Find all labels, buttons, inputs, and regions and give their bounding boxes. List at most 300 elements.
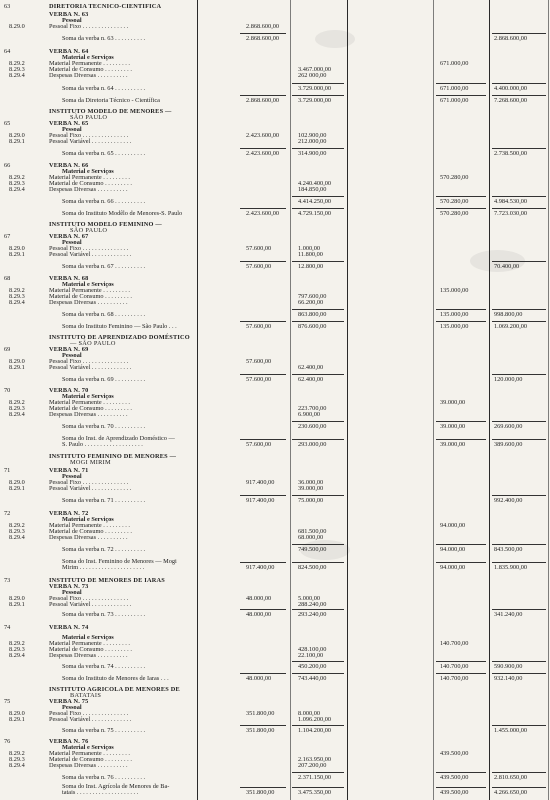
total-value: 7.268.600,00	[494, 97, 528, 104]
verba-code: 69	[4, 346, 11, 353]
material-value: 1.000,00	[298, 245, 321, 252]
total-value: 2.738.500,00	[494, 150, 528, 157]
sum-rule	[292, 439, 344, 440]
material-value: 6.900,00	[298, 411, 321, 418]
total-value: 590.900,00	[494, 663, 523, 670]
item-code: 8.29.1	[9, 485, 25, 492]
permanente-value: 39.000,00	[440, 399, 466, 406]
sum-rule	[492, 544, 546, 545]
total-value: 998.800,00	[494, 311, 523, 318]
sum-rule	[292, 309, 344, 310]
row-description: INSTITUTO DE APRENDIZADO DOMÉSTICO	[49, 334, 190, 341]
sum-rule	[240, 95, 286, 96]
pessoal-value: 57.600,00	[246, 263, 272, 270]
row-description: Soma da verba n. 74 . . . . . . . . . .	[62, 663, 146, 670]
row-description: Pessoal	[62, 473, 82, 480]
material-value: 681.500,00	[298, 528, 327, 535]
row-description: Soma da Diretoria Técnico - Científica	[62, 97, 160, 104]
material-value: 288.240,00	[298, 601, 327, 608]
sum-rule	[292, 673, 344, 674]
permanente-value: 39.000,00	[440, 441, 466, 448]
sum-rule	[492, 374, 546, 375]
total-value: 70.400,00	[494, 263, 520, 270]
row-description: Pessoal Variável . . . . . . . . . . . . .	[49, 601, 132, 608]
verba-code: 76	[4, 738, 11, 745]
sum-rule	[436, 83, 486, 84]
material-value: 22.100,00	[298, 652, 324, 659]
pessoal-value: 48.000,00	[246, 595, 272, 602]
sum-rule	[492, 661, 546, 662]
pessoal-value: 2.868.600,00	[246, 35, 280, 42]
permanente-value: 39.000,00	[440, 423, 466, 430]
material-value: 39.000,00	[298, 485, 324, 492]
material-value: 62.400,00	[298, 364, 324, 371]
row-description: S. Paulo . . . . . . . . . . . . . . . . . . .	[62, 441, 143, 448]
total-value: 2.810.650,00	[494, 774, 528, 781]
row-description: INSTITUTO DE MENORES DE IARAS	[49, 577, 165, 584]
sum-rule	[292, 208, 344, 209]
material-value: 3.467.000,00	[298, 66, 332, 73]
row-description: Mirim . . . . . . . . . . . . . . . . . . . . .	[62, 564, 145, 571]
material-value: 262 000,00	[298, 72, 327, 79]
verba-code: 64	[4, 48, 11, 55]
permanente-value: 135.000,00	[440, 323, 469, 330]
sum-rule	[292, 787, 344, 788]
table-row	[0, 484, 550, 494]
row-description: Soma do Inst. Agrícola de Menores de Ba-	[62, 783, 170, 790]
sum-rule	[436, 196, 486, 197]
row-description: Pessoal	[62, 239, 82, 246]
item-code: 8.29.4	[9, 299, 25, 306]
item-code: 8.29.0	[9, 710, 25, 717]
sum-rule	[436, 787, 486, 788]
sum-rule	[292, 544, 344, 545]
sum-rule	[240, 33, 286, 34]
row-description: VERBA N. 75	[49, 698, 89, 705]
sum-rule	[240, 208, 286, 209]
row-description: Soma da verba n. 70 . . . . . . . . . .	[62, 423, 146, 430]
sum-rule	[292, 562, 344, 563]
pessoal-value: 57.600,00	[246, 441, 272, 448]
material-value: 212.000,00	[298, 138, 327, 145]
row-description: Material de Consumo . . . . . . . . .	[49, 646, 132, 653]
material-value: 4.414.250,00	[298, 198, 332, 205]
row-description: Material de Consumo . . . . . . . . .	[49, 528, 132, 535]
material-value: 8.000,00	[298, 710, 321, 717]
verba-code: 65	[4, 120, 11, 127]
item-code: 8.29.1	[9, 364, 25, 371]
sum-rule	[240, 261, 286, 262]
pessoal-value: 917.400,00	[246, 479, 275, 486]
item-code: 8.29.1	[9, 716, 25, 723]
item-code: 8.29.4	[9, 186, 25, 193]
table-row	[0, 651, 550, 661]
pessoal-value: 351.800,00	[246, 727, 275, 734]
row-description: Soma da verba n. 66 . . . . . . . . . .	[62, 198, 146, 205]
table-row	[0, 209, 550, 219]
row-description: Soma da verba n. 73 . . . . . . . . . .	[62, 611, 146, 618]
verba-code: 68	[4, 275, 11, 282]
material-value: 68.000,00	[298, 534, 324, 541]
row-description: Pessoal Variável . . . . . . . . . . . . .	[49, 716, 132, 723]
row-description: Pessoal	[62, 17, 82, 24]
row-description: Despesas Diversas . . . . . . . . . .	[49, 72, 128, 79]
material-value: 2.371.150,00	[298, 774, 332, 781]
pessoal-value: 917.400,00	[246, 497, 275, 504]
sum-rule	[492, 787, 546, 788]
pessoal-value: 57.600,00	[246, 323, 272, 330]
table-row	[0, 422, 550, 432]
sum-rule	[436, 772, 486, 773]
item-code: 8.29.0	[9, 132, 25, 139]
verba-code: 72	[4, 510, 11, 517]
table-row	[0, 674, 550, 684]
table-row	[0, 34, 550, 44]
sum-rule	[292, 609, 344, 610]
table-row	[0, 533, 550, 543]
row-description: Soma da verba n. 64 . . . . . . . . . .	[62, 85, 146, 92]
material-value: 75.000,00	[298, 497, 324, 504]
material-value: 428.100,00	[298, 646, 327, 653]
row-description: Pessoal Variável . . . . . . . . . . . . .	[49, 364, 132, 371]
pessoal-value: 57.600,00	[246, 376, 272, 383]
sum-rule	[492, 261, 546, 262]
material-value: 36.000,00	[298, 479, 324, 486]
item-code: 8.29.2	[9, 750, 25, 757]
material-value: 749.500,00	[298, 546, 327, 553]
row-description: Pessoal Variável . . . . . . . . . . . . .	[49, 138, 132, 145]
permanente-value: 94.000,00	[440, 564, 466, 571]
row-description: Soma do Instituto Modêlo de Menores-S. Paulo	[62, 210, 183, 217]
sum-rule	[240, 321, 286, 322]
verba-code: 70	[4, 387, 11, 394]
material-value: 743.440,00	[298, 675, 327, 682]
row-description: Pessoal Fixo . . . . . . . . . . . . . . .	[49, 479, 129, 486]
row-description: VERBA N. 68	[49, 275, 89, 282]
row-description: Soma da verba n. 68 . . . . . . . . . .	[62, 311, 146, 318]
sum-rule	[436, 562, 486, 563]
material-value: 314.900,00	[298, 150, 327, 157]
item-code: 8.29.1	[9, 251, 25, 258]
row-description: Material de Consumo . . . . . . . . .	[49, 66, 132, 73]
material-value: 11.800,00	[298, 251, 323, 258]
material-value: 3.729.000,00	[298, 97, 332, 104]
item-code: 8.29.0	[9, 358, 25, 365]
material-value: 1.096.200,00	[298, 716, 332, 723]
row-description: VERBA N. 63	[49, 11, 89, 18]
total-value: 389.600,00	[494, 441, 523, 448]
total-value: 2.868.600,00	[494, 35, 528, 42]
row-description: Despesas Diversas . . . . . . . . . .	[49, 534, 128, 541]
verba-code: 67	[4, 233, 11, 240]
table-row	[0, 662, 550, 672]
sum-rule	[436, 208, 486, 209]
sum-rule	[292, 772, 344, 773]
pessoal-value: 2.423.600,00	[246, 150, 280, 157]
row-description: INSTITUTO MODELO DE MENORES —	[49, 108, 172, 115]
table-row	[0, 149, 550, 159]
sum-rule	[492, 208, 546, 209]
row-description: SÃO PAULO	[70, 114, 108, 121]
sum-rule	[292, 261, 344, 262]
sum-rule	[292, 83, 344, 84]
row-description: Soma da verba n. 72 . . . . . . . . . .	[62, 546, 146, 553]
row-description: Despesas Diversas . . . . . . . . . .	[49, 299, 128, 306]
total-value: 1.069.200,00	[494, 323, 528, 330]
item-code: 8.29.4	[9, 652, 25, 659]
pessoal-value: 2.423.600,00	[246, 132, 280, 139]
row-description: Material e Serviços	[62, 393, 114, 400]
material-value: 863.800,00	[298, 311, 327, 318]
permanente-value: 439.500,00	[440, 789, 469, 796]
row-description: Pessoal Variável . . . . . . . . . . . . .	[49, 251, 132, 258]
row-description: Pessoal Fixo . . . . . . . . . . . . . . .	[49, 245, 129, 252]
material-value: 2.163.950,00	[298, 756, 332, 763]
row-description: Material e Serviços	[62, 281, 114, 288]
table-row	[0, 375, 550, 385]
material-value: 4.729.150,00	[298, 210, 332, 217]
permanente-value: 671.000,00	[440, 60, 469, 67]
material-value: 184.850,00	[298, 186, 327, 193]
item-code: 8.29.1	[9, 601, 25, 608]
pessoal-value: 2.423.600,00	[246, 210, 280, 217]
table-row	[0, 137, 550, 147]
permanente-value: 140.700,00	[440, 663, 469, 670]
sum-rule	[292, 661, 344, 662]
row-description: Soma da verba n. 67 . . . . . . . . . .	[62, 263, 146, 270]
permanente-value: 94.000,00	[440, 546, 466, 553]
row-description: Pessoal	[62, 589, 82, 596]
item-code: 8.29.2	[9, 640, 25, 647]
permanente-value: 135.000,00	[440, 311, 469, 318]
row-description: Pessoal	[62, 704, 82, 711]
table-row	[0, 310, 550, 320]
sum-rule	[292, 148, 344, 149]
sum-rule	[436, 439, 486, 440]
item-code: 8.29.2	[9, 522, 25, 529]
total-value: 269.600,00	[494, 423, 523, 430]
sum-rule	[492, 196, 546, 197]
row-description: VERBA N. 66	[49, 162, 89, 169]
item-code: 8.29.2	[9, 399, 25, 406]
sum-rule	[292, 495, 344, 496]
permanente-value: 570.280,00	[440, 198, 469, 205]
table-row	[0, 322, 550, 332]
verba-code: 71	[4, 467, 11, 474]
verba-code: 74	[4, 624, 11, 631]
row-description: Despesas Diversas . . . . . . . . . .	[49, 762, 128, 769]
total-value: 843.500,00	[494, 546, 523, 553]
item-code: 8.29.3	[9, 646, 25, 653]
row-description: SÃO PAULO	[70, 227, 108, 234]
item-code: 8.29.2	[9, 60, 25, 67]
table-row	[0, 250, 550, 260]
row-description: Pessoal Fixo . . . . . . . . . . . . . . .	[49, 358, 129, 365]
sum-rule	[292, 421, 344, 422]
item-code: 8.29.0	[9, 245, 25, 252]
verba-code: 63	[4, 3, 11, 10]
sum-rule	[240, 495, 286, 496]
permanente-value: 570.280,00	[440, 174, 469, 181]
sum-rule	[240, 725, 286, 726]
row-description: VERBA N. 64	[49, 48, 89, 55]
row-description: BATATAIS	[70, 692, 102, 699]
sum-rule	[492, 421, 546, 422]
permanente-value: 140.700,00	[440, 640, 469, 647]
verba-code: 73	[4, 577, 11, 584]
permanente-value: 140.700,00	[440, 675, 469, 682]
item-code: 8.29.2	[9, 287, 25, 294]
item-code: 8.29.4	[9, 534, 25, 541]
total-value: 4.984.530,00	[494, 198, 528, 205]
sum-rule	[492, 439, 546, 440]
sum-rule	[492, 95, 546, 96]
row-description: INSTITUTO AGRICOLA DE MENORES DE	[49, 686, 180, 693]
row-description: Material de Consumo . . . . . . . . .	[49, 293, 132, 300]
item-code: 8.29.3	[9, 66, 25, 73]
row-description: Pessoal Fixo . . . . . . . . . . . . . . .	[49, 710, 129, 717]
sum-rule	[492, 33, 546, 34]
row-description: Material Permanente . . . . . . . . .	[49, 60, 130, 67]
table-row	[0, 726, 550, 736]
row-description: Soma do Inst. Feminino de Menores — Mogi	[62, 558, 177, 565]
material-value: 5.000,00	[298, 595, 321, 602]
table-row	[0, 298, 550, 308]
total-value: 992.400,00	[494, 497, 523, 504]
row-description: Soma da verba n. 65 . . . . . . . . . .	[62, 150, 146, 157]
row-description: Material de Consumo . . . . . . . . .	[49, 180, 132, 187]
row-description: VERBA N. 69	[49, 346, 89, 353]
table-row	[0, 610, 550, 620]
material-value: 797.600,00	[298, 293, 327, 300]
permanente-value: 570.280,00	[440, 210, 469, 217]
table-row	[0, 545, 550, 555]
pessoal-value: 2.868.600,00	[246, 23, 280, 30]
row-description: Material de Consumo . . . . . . . . .	[49, 756, 132, 763]
row-description: MOGI MIRIM	[70, 459, 111, 466]
sum-rule	[492, 148, 546, 149]
material-value: 12.800,00	[298, 263, 324, 270]
table-row	[0, 496, 550, 506]
item-code: 8.29.3	[9, 293, 25, 300]
pessoal-value: 351.800,00	[246, 789, 275, 796]
table-row	[0, 788, 550, 798]
verba-code: 66	[4, 162, 11, 169]
row-description: — SÃO PAULO	[70, 340, 116, 347]
material-value: 102.900,00	[298, 132, 327, 139]
row-description: VERBA N. 73	[49, 583, 89, 590]
sum-rule	[436, 95, 486, 96]
row-description: Material Permanente . . . . . . . . .	[49, 522, 130, 529]
row-description: INSTITUTO MODELO FEMININO —	[49, 221, 162, 228]
pessoal-value: 48.000,00	[246, 611, 272, 618]
sum-rule	[292, 374, 344, 375]
sum-rule	[492, 562, 546, 563]
row-description: Material e Serviços	[62, 54, 114, 61]
row-description: Pessoal Variável . . . . . . . . . . . . .	[49, 485, 132, 492]
material-value: 230.600,00	[298, 423, 327, 430]
total-value: 1.835.900,00	[494, 564, 528, 571]
table-row	[0, 96, 550, 106]
item-code: 8.29.3	[9, 756, 25, 763]
sum-rule	[436, 321, 486, 322]
material-value: 66.200,00	[298, 299, 324, 306]
row-description: Material de Consumo . . . . . . . . .	[49, 405, 132, 412]
table-row	[0, 84, 550, 94]
row-description: Material Permanente . . . . . . . . .	[49, 287, 130, 294]
total-value: 4.400.000,00	[494, 85, 528, 92]
material-value: 293.240,00	[298, 611, 327, 618]
table-row	[0, 262, 550, 272]
verba-code: 75	[4, 698, 11, 705]
row-description: Pessoal	[62, 352, 82, 359]
item-code: 8.29.3	[9, 180, 25, 187]
row-description: VERBA N. 65	[49, 120, 89, 127]
total-value: 1.455.000,00	[494, 727, 528, 734]
sum-rule	[240, 562, 286, 563]
pessoal-value: 57.600,00	[246, 245, 272, 252]
material-value: 824.500,00	[298, 564, 327, 571]
row-description: Soma da verba n. 63 . . . . . . . . . .	[62, 35, 146, 42]
table-row	[0, 623, 550, 633]
row-description: Pessoal Fixo . . . . . . . . . . . . . . .	[49, 23, 129, 30]
row-description: Material Permanente . . . . . . . . .	[49, 640, 130, 647]
row-description: INSTITUTO FEMININO DE MENORES —	[49, 453, 177, 460]
item-code: 8.29.4	[9, 762, 25, 769]
material-value: 4.240.400,00	[298, 180, 332, 187]
material-value: 293.000,00	[298, 441, 327, 448]
sum-rule	[240, 609, 286, 610]
sum-rule	[292, 725, 344, 726]
row-description: Soma da verba n. 75 . . . . . . . . . .	[62, 727, 146, 734]
row-description: Pessoal	[62, 126, 82, 133]
row-description: Material Permanente . . . . . . . . .	[49, 174, 130, 181]
row-description: Despesas Diversas . . . . . . . . . .	[49, 186, 128, 193]
permanente-value: 94.000,00	[440, 522, 466, 529]
row-description: VERBA N. 74	[49, 624, 89, 631]
row-description: Soma da verba n. 71 . . . . . . . . . .	[62, 497, 146, 504]
item-code: 8.29.1	[9, 138, 25, 145]
material-value: 450.200,00	[298, 663, 327, 670]
item-code: 8.29.0	[9, 23, 25, 30]
row-description: Pessoal Fixo . . . . . . . . . . . . . . .	[49, 595, 129, 602]
total-value: 4.266.650,00	[494, 789, 528, 796]
sum-rule	[240, 439, 286, 440]
material-value: 1.104.200,00	[298, 727, 332, 734]
sum-rule	[492, 673, 546, 674]
row-description: tatais . . . . . . . . . . . . . . . . . . . .	[62, 789, 139, 796]
sum-rule	[292, 196, 344, 197]
pessoal-value: 48.000,00	[246, 675, 272, 682]
sum-rule	[436, 661, 486, 662]
row-description: VERBA N. 67	[49, 233, 89, 240]
row-description: Soma da verba n. 69 . . . . . . . . . .	[62, 376, 146, 383]
pessoal-value: 57.600,00	[246, 358, 272, 365]
item-code: 8.29.0	[9, 479, 25, 486]
sum-rule	[240, 374, 286, 375]
sum-rule	[436, 421, 486, 422]
sum-rule	[492, 321, 546, 322]
material-value: 207.200,00	[298, 762, 327, 769]
item-code: 8.29.4	[9, 411, 25, 418]
row-description: Despesas Diversas . . . . . . . . . .	[49, 411, 128, 418]
sum-rule	[492, 83, 546, 84]
pessoal-value: 351.800,00	[246, 710, 275, 717]
pessoal-value: 917.400,00	[246, 564, 275, 571]
row-description: VERBA N. 70	[49, 387, 89, 394]
row-description: Pessoal Fixo . . . . . . . . . . . . . . .	[49, 132, 129, 139]
row-description: Despesas Diversas . . . . . . . . . .	[49, 652, 128, 659]
